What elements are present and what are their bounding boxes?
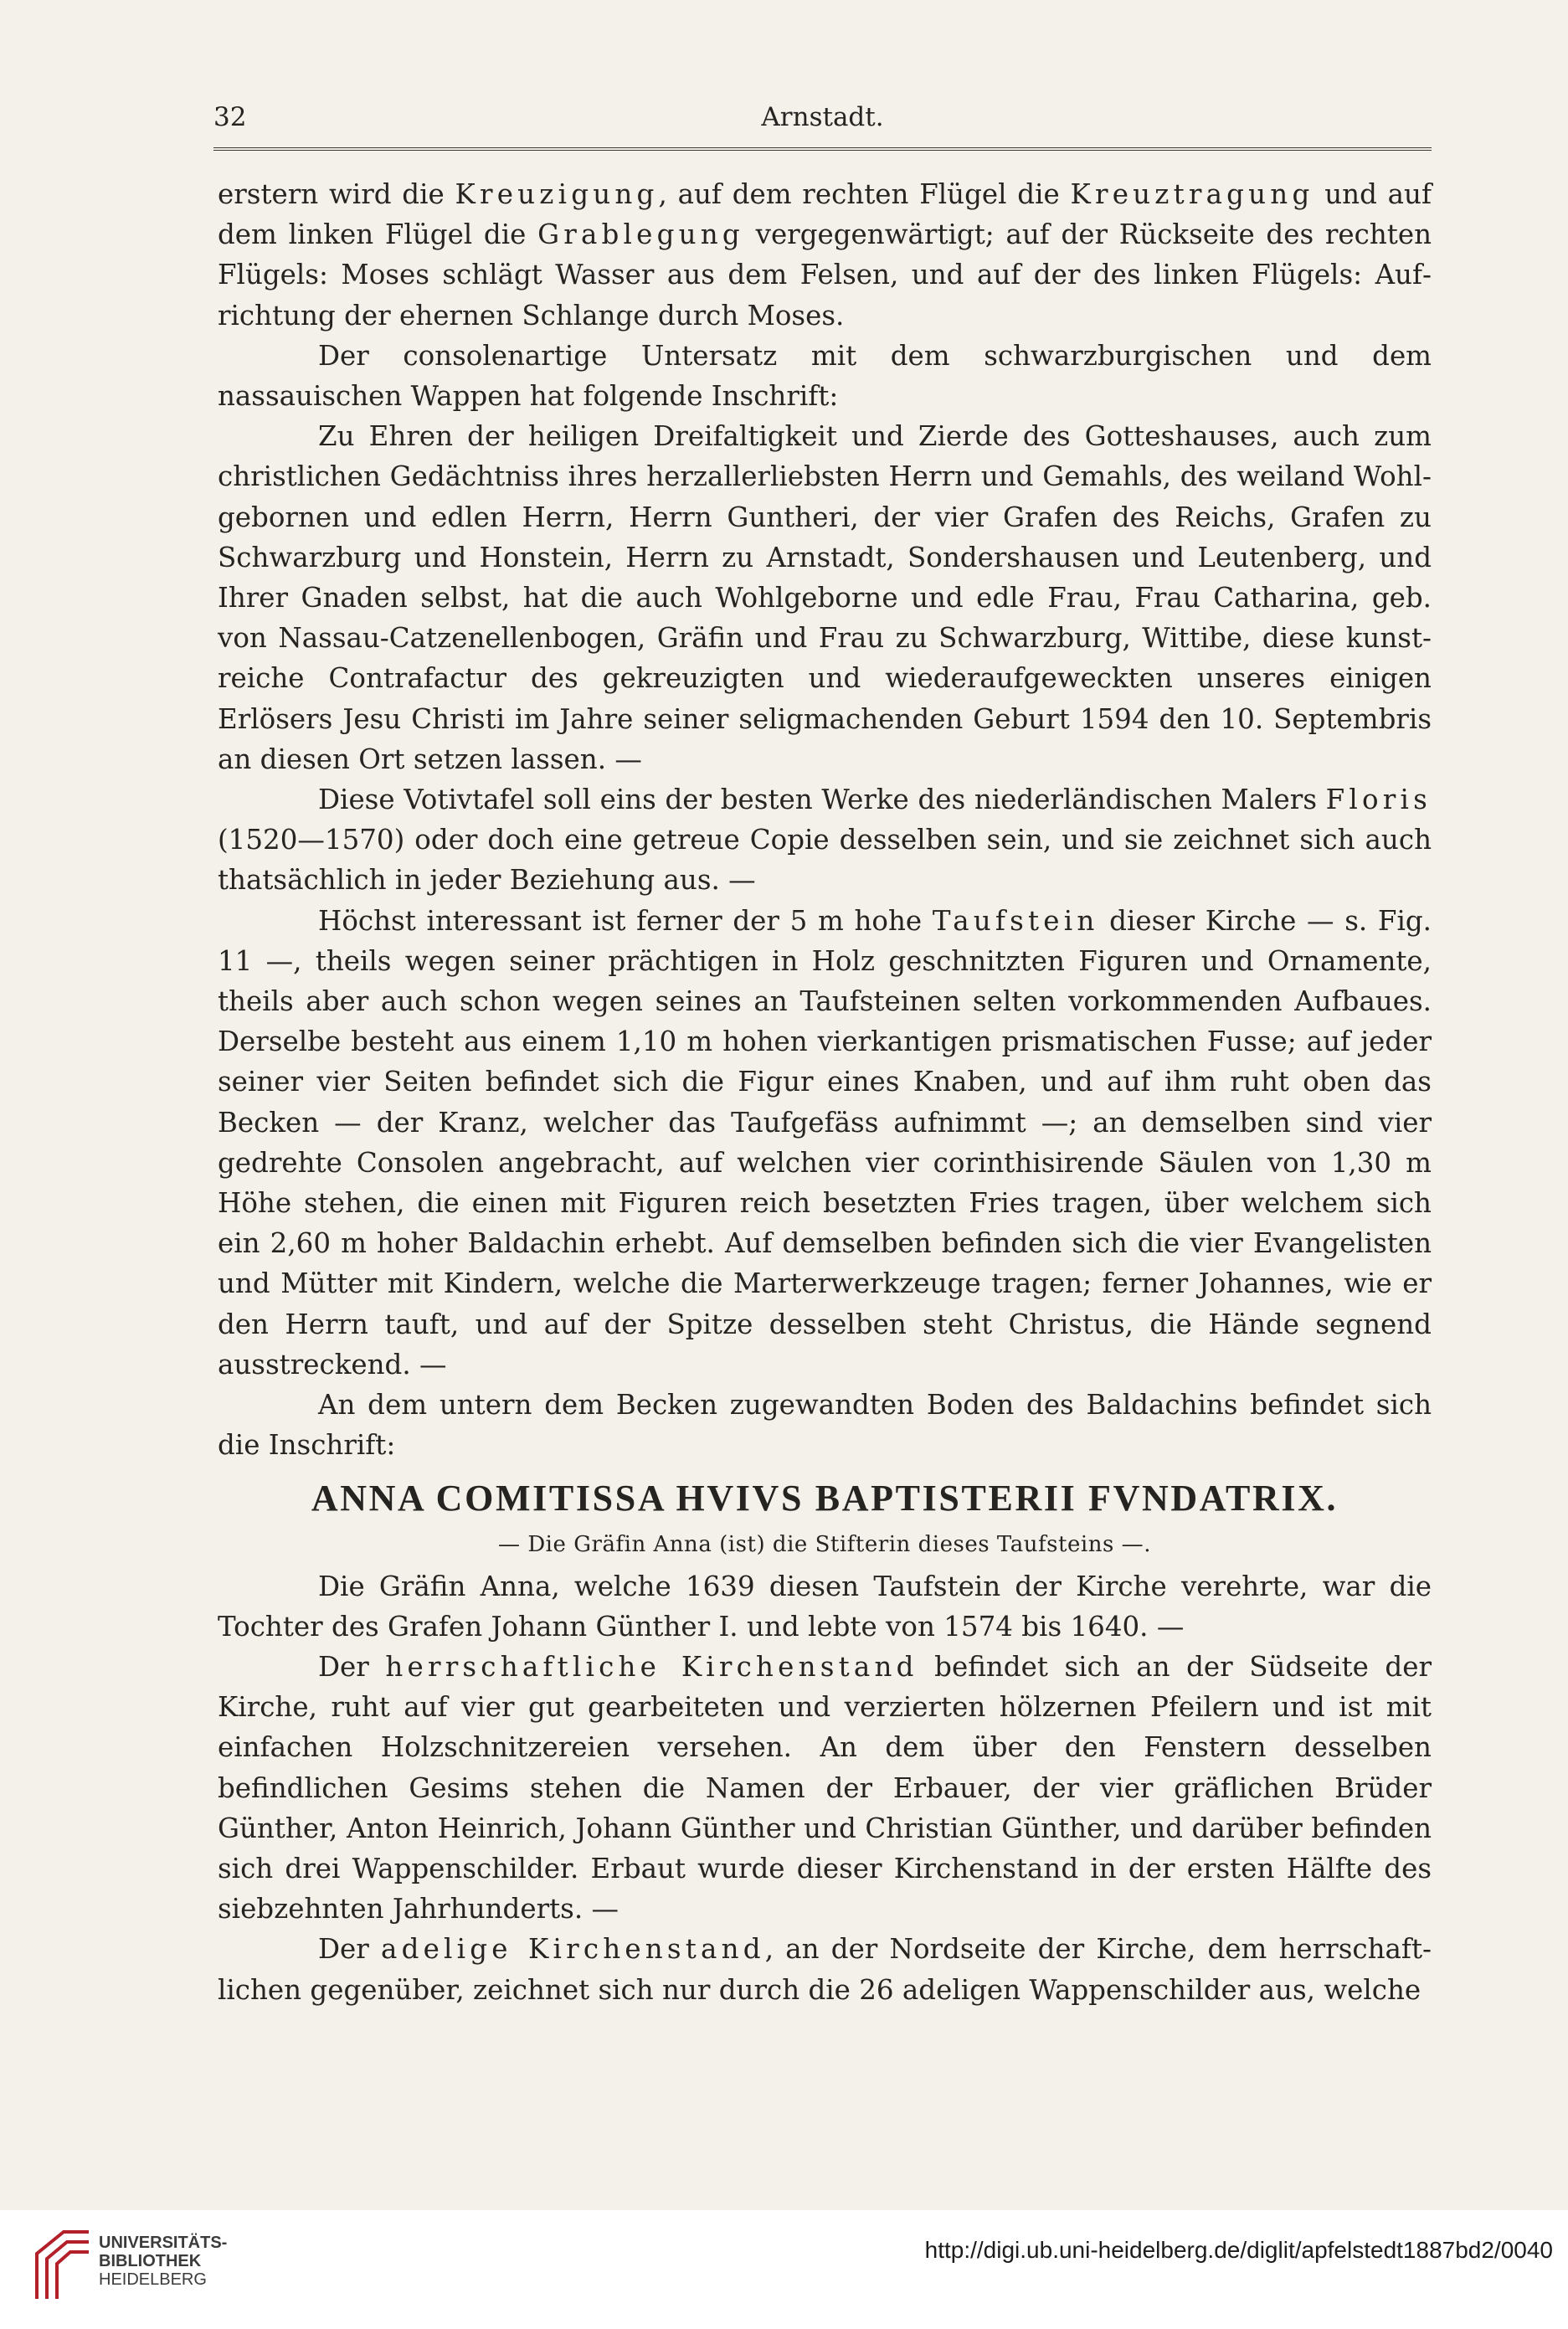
p1-emph-kreuzigung: Kreuzigung <box>455 178 659 210</box>
paragraph-6: An dem untern dem Becken zugewandten Boden des Baldachins befindet sich die Inschrift: <box>218 1389 1432 1462</box>
p4-text-a: Diese Votivtafel soll eins der besten Werke des niederländischen Malers <box>318 784 1326 816</box>
p8-text-a: Der <box>318 1650 386 1683</box>
p1-text-a: erstern wird die <box>218 178 455 210</box>
library-name <box>99 2234 227 2289</box>
ub-heidelberg-logo-icon[interactable] <box>32 2225 92 2301</box>
library-name-line3: HEIDELBERG <box>99 2270 207 2289</box>
paragraph-9 <box>218 1929 1432 2009</box>
p5-emph-taufstein: Taufstein <box>932 904 1099 937</box>
paragraph-8 <box>218 1647 1432 1929</box>
p1-text-e: und auf dem linken Flügel die <box>218 178 1432 251</box>
p8-text-c: befindet sich an der Südseite der Kirche, ruht auf vier gut gearbeiteten und verzierten hölzernen Pfeilern und ist mit einfachen Holzschnitzereien versehen. An dem über den Fenstern desselben befindlichen Gesims stehen die Namen der Erbauer, der vier gräflichen Brüder Günther, Anton Heinrich, Johann Günther und Christian Günther, und darüber befinden sich drei Wappenschilder. Erbaut wurde dieser Kirchenstand in der ersten Hälfte des siebzehnten Jahrhunderts. — <box>218 1650 1432 1925</box>
p1-emph-kreuztragung: Kreuztragung <box>1070 178 1314 210</box>
paragraph-2: Der consolenartige Untersatz mit dem schwarzburgischen und dem nassauischen Wappen hat folgende Inschrift: <box>218 339 1432 413</box>
inscription-heading: ANNA COMITISSA HVIVS BAPTISTERII FVNDATRIX. <box>311 1477 1339 1519</box>
paragraph-4 <box>218 779 1432 901</box>
p4-emph-floris: Floris <box>1325 784 1432 816</box>
p8-emph-herrschaftlich: herrschaftliche Kirchenstand <box>385 1650 918 1683</box>
paragraph-3: Zu Ehren der heiligen Dreifaltigkeit und Zierde des Gotteshauses, auch zum christlichen Gedächtniss ihres herzallerliebsten Herrn und Gemahls, des weiland Wohlgebornen und edlen Herrn, Herrn Guntheri, der vier Grafen des Reichs, Grafen zu Schwarzburg und Honstein, Herrn zu Arnstadt, Sondershausen und Leutenberg, und Ihrer Gnaden selbst, hat die auch Wohlgeborne und edle Frau, Frau Catharina, geb. von Nassau-Catzenellenbogen, Gräfin und Frau zu Schwarzburg, Wittibe, diese kunstreiche Contrafactur des gekreuzigten und wiederaufgeweckten unseres einigen Erlösers Jesu Christi im Jahre seiner seligmachenden Geburt 1594 den 10. Septembris an diesen Ort setzen lassen. — <box>218 420 1432 775</box>
p1-emph-grablegung: Grablegung <box>537 219 744 251</box>
page-header <box>213 102 1432 144</box>
p9-text-a: Der <box>318 1933 381 1966</box>
library-name-line2: BIBLIOTHEK <box>99 2252 202 2270</box>
p1-text-c: , auf dem rechten Flügel die <box>658 178 1071 210</box>
paragraph-5 <box>218 901 1432 1385</box>
p9-text-c: , an der Nordseite der Kirche, dem herrschaftlichen gegenüber, zeichnet sich nur durch die 26 adeligen Wappenschilder aus, welche <box>218 1933 1432 2006</box>
text-body <box>218 174 1432 2010</box>
running-title: Arnstadt. <box>761 102 884 132</box>
source-url-link[interactable]: http://digi.ub.uni-heidelberg.de/diglit/apfelstedt1887bd2/0040 <box>924 2237 1553 2263</box>
paragraph-7: Die Gräfin Anna, welche 1639 diesen Taufstein der Kirche verehrte, war die Tochter des Grafen Johann Günther I. und lebte von 1574 bis 1640. — <box>218 1570 1432 1643</box>
p5-text-a: Höchst interessant ist ferner der 5 m hohe <box>318 904 933 937</box>
p9-emph-adelig: adelige Kirchenstand <box>381 1933 765 1966</box>
paragraph-1 <box>218 174 1432 336</box>
footer-bar <box>0 2210 1568 2329</box>
page-number: 32 <box>213 102 247 132</box>
p1-text-g: vergegenwärtigt; auf der Rückseite des rechten Flügels: Moses schlägt Wasser aus dem Felsen, und auf der des linken Flügels: Aufrichtung der ehernen Schlange durch Moses. <box>218 219 1432 332</box>
p5-text-c: dieser Kirche — s. Fig. 11 —, theils wegen seiner prächtigen in Holz geschnitzten Figuren und Ornamente, theils aber auch schon wegen seines an Taufsteinen selten vorkommenden Aufbaues. Derselbe besteht aus einem 1,10 m hohen vierkantigen prismatischen Fusse; auf jeder seiner vier Seiten befindet sich die Figur eines Knaben, und auf ihm ruht oben das Becken — der Kranz, welcher das Taufgefäss aufnimmt —; an demselben sind vier gedrehte Consolen angebracht, auf welchen vier corinthisirende Säulen von 1,30 m Höhe stehen, die einen mit Figuren reich besetzten Fries tragen, über welchem sich ein 2,60 m hoher Baldachin erhebt. Auf demselben befinden sich die vier Evangelisten und Mütter mit Kindern, welche die Marterwerkzeuge tragen; ferner Johannes, wie er den Herrn tauft, und auf der Spitze desselben steht Christus, die Hände segnend ausstreckend. — <box>218 904 1432 1380</box>
library-name-line1: UNIVERSITÄTS- <box>99 2234 228 2252</box>
inscription-translation: — Die Gräfin Anna (ist) die Stifterin dieses Taufsteins —. <box>498 1531 1151 1557</box>
p4-text-c: (1520—1570) oder doch eine getreue Copie desselben sein, und sie zeichnet sich auch thatsächlich in jeder Beziehung aus. — <box>218 824 1432 897</box>
header-rule <box>213 147 1432 151</box>
